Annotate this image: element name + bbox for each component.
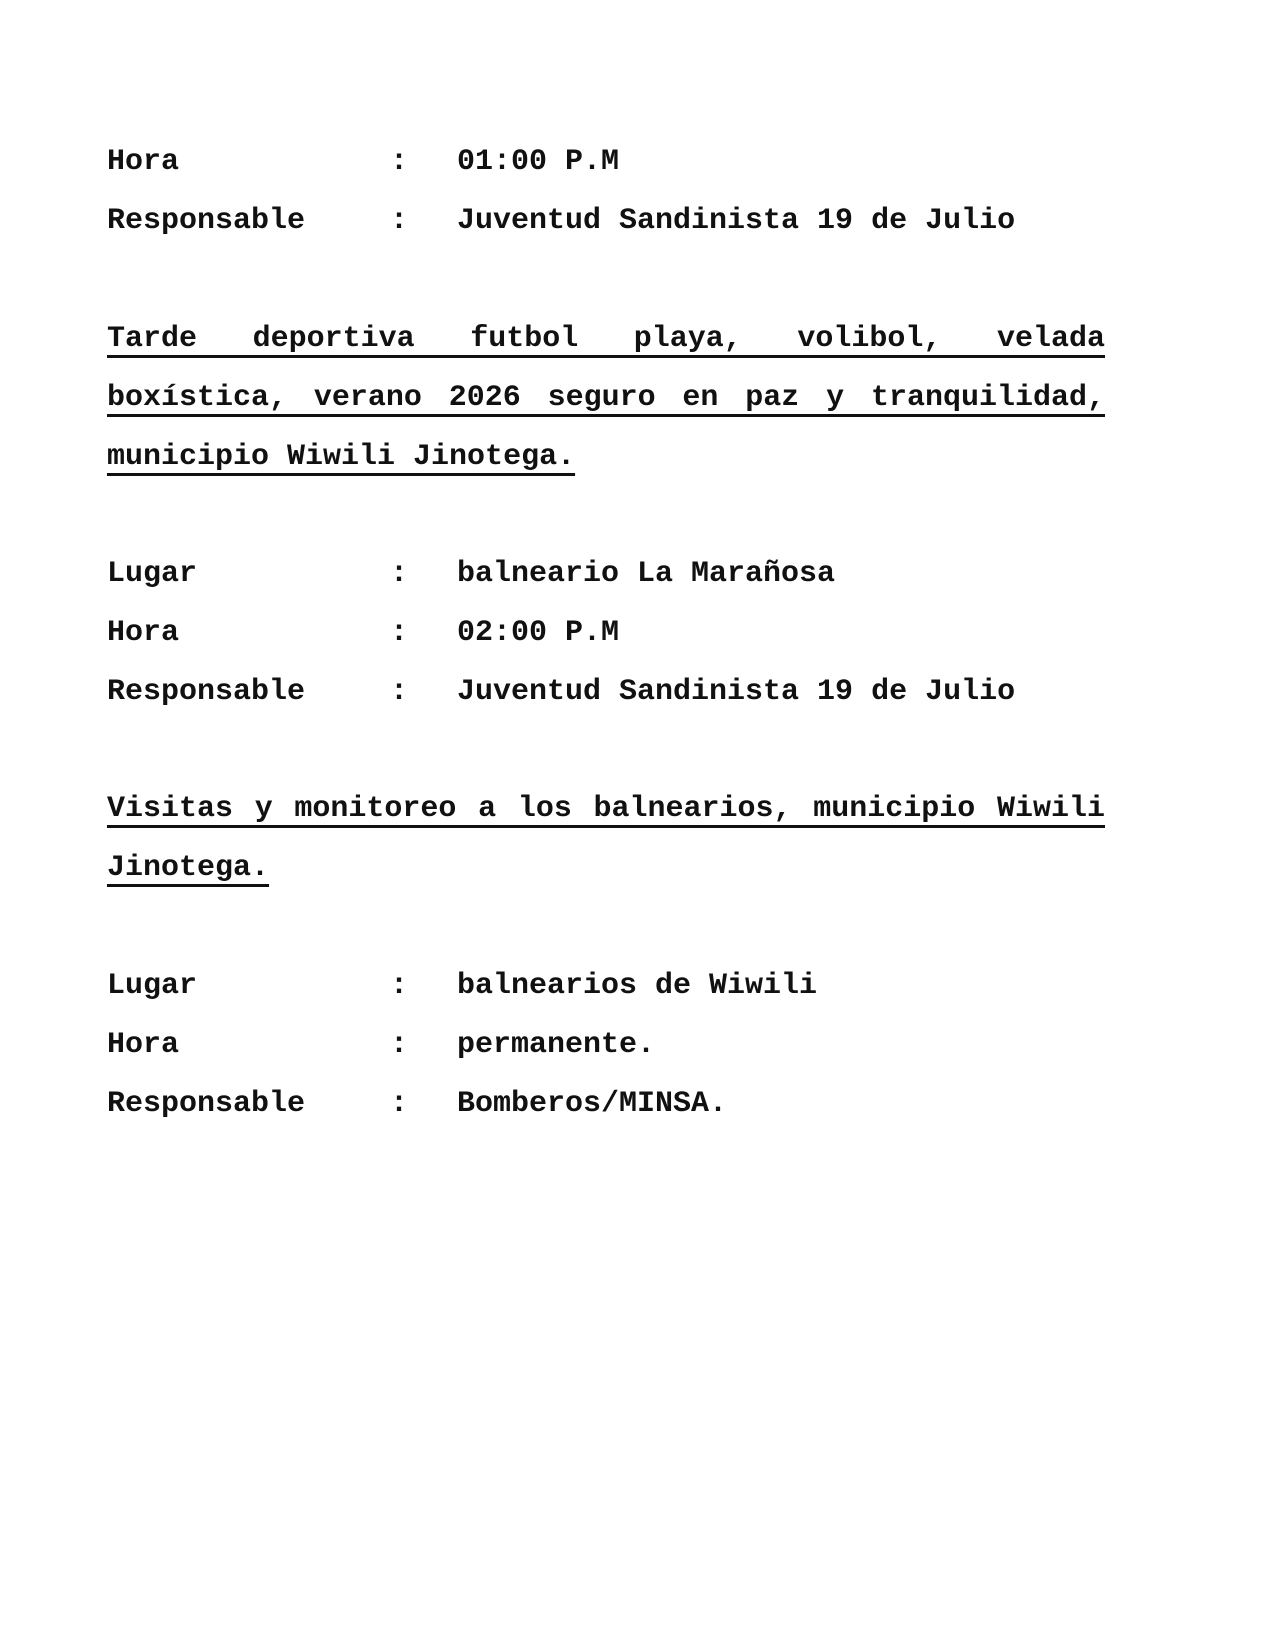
- field-label: Responsable: [107, 204, 306, 238]
- activity-heading-text: Visitas y monitoreo a los balnearios, municipio Wiwili Jinotega.: [107, 792, 1105, 885]
- field-colon: :: [390, 1028, 409, 1062]
- field-value: Juventud Sandinista 19 de Julio: [457, 204, 1016, 238]
- field-colon: :: [390, 145, 409, 179]
- field-value: balneario La Marañosa: [457, 557, 836, 591]
- field-value: permanente.: [457, 1028, 656, 1062]
- field-label: Hora: [107, 1028, 180, 1062]
- field-label: Lugar: [107, 969, 198, 1003]
- field-label: Hora: [107, 145, 180, 179]
- field-colon: :: [390, 969, 409, 1003]
- activity-heading: [107, 310, 1105, 487]
- field-label: Responsable: [107, 675, 306, 709]
- field-label: Lugar: [107, 557, 198, 591]
- field-value: balnearios de Wiwili: [457, 969, 818, 1003]
- field-value: Juventud Sandinista 19 de Julio: [457, 675, 1016, 709]
- field-colon: :: [390, 675, 409, 709]
- field-label: Responsable: [107, 1087, 306, 1121]
- field-colon: :: [390, 616, 409, 650]
- field-colon: :: [390, 557, 409, 591]
- field-value: 01:00 P.M: [457, 145, 620, 179]
- field-colon: :: [390, 1087, 409, 1121]
- field-value: 02:00 P.M: [457, 616, 620, 650]
- activity-heading: [107, 780, 1105, 898]
- activity-heading-text: Tarde deportiva futbol playa, volibol, velada boxística, verano 2026 seguro en paz y tranquilidad, municipio Wiwili Jinotega.: [107, 322, 1105, 474]
- field-value: Bomberos/MINSA.: [457, 1087, 728, 1121]
- field-colon: :: [390, 204, 409, 238]
- field-label: Hora: [107, 616, 180, 650]
